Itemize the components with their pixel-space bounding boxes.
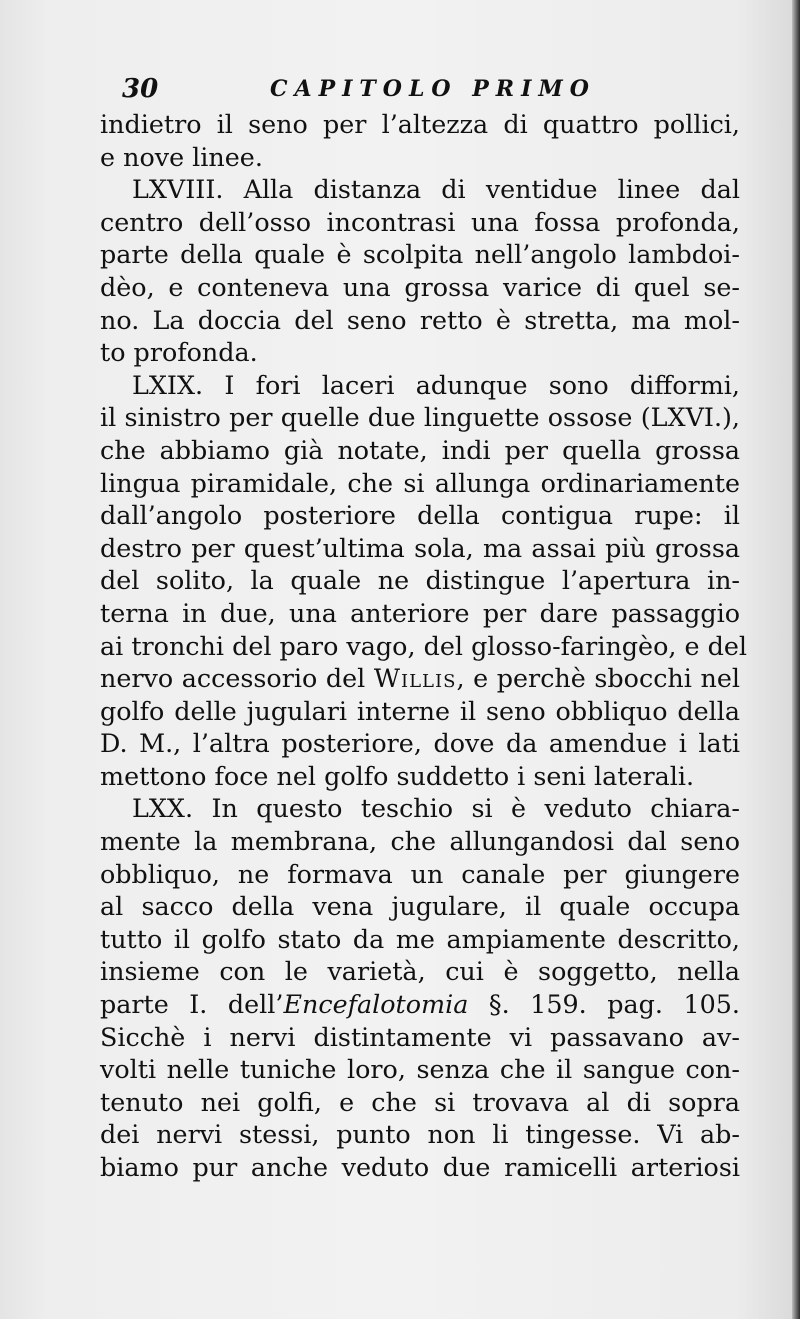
text-fragment: , e perchè sbocchi nel: [456, 663, 740, 694]
author-name-willis: Willis: [373, 663, 457, 694]
text-line: Sicchè i nervi distintamente vi passavano av-: [100, 1021, 740, 1052]
text-fragment: parte I. dell’: [100, 989, 284, 1020]
text-line: dèo, e conteneva una grossa varice di quel se-: [100, 271, 740, 302]
text-line: centro dell’osso incontrasi una fossa profonda,: [100, 206, 740, 237]
running-head: CAPITOLO PRIMO: [270, 76, 596, 102]
text-line: indietro il seno per l’altezza di quattro pollici,: [100, 109, 740, 139]
text-line: parte della quale è scolpita nell’angolo lambdoi-: [100, 239, 740, 270]
text-line: al sacco della vena jugulare, il quale occupa: [100, 891, 740, 922]
page-edge-shadow: [792, 0, 800, 1319]
text-line: biamo pur anche veduto due ramicelli arteriosi: [100, 1152, 740, 1182]
text-line: golfo delle jugulari interne il seno obbliquo della: [100, 695, 740, 726]
text-line: che abbiamo già notate, indi per quella grossa: [100, 434, 740, 465]
text-line: destro per quest’ultima sola, ma assai più grossa: [100, 532, 740, 563]
text-line: tutto il golfo stato da me ampiamente descritto,: [100, 923, 740, 954]
text-line: mettono foce nel golfo suddetto i seni laterali.: [100, 760, 695, 791]
text-line: ai tronchi del paro vago, del glosso-faringèo, e del: [100, 630, 748, 661]
text-line: dei nervi stessi, punto non li tingesse. Vi ab-: [100, 1119, 740, 1150]
text-line: no. La doccia del seno retto è stretta, ma mol-: [100, 304, 740, 335]
text-line: lingua piramidale, che si allunga ordinariamente: [100, 467, 740, 498]
paragraph-start-LXIX: LXIX. I fori laceri adunque sono difformi,: [132, 369, 740, 400]
page-number: 30: [122, 74, 159, 104]
text-line: il sinistro per quelle due linguette ossose (LXVI.),: [100, 402, 740, 433]
text-line: del solito, la quale ne distingue l’apertura in-: [100, 565, 740, 596]
text-line: [100, 988, 740, 1021]
paragraph-start-LXVIII: LXVIII. Alla distanza di ventidue linee dal: [132, 174, 740, 205]
text-line: to profonda.: [100, 337, 258, 368]
text-line: tenuto nei golfi, e che si trovava al di sopra: [100, 1086, 740, 1117]
text-line: terna in due, una anteriore per dare passaggio: [100, 597, 740, 628]
text-fragment: nervo accessorio del: [100, 663, 366, 694]
text-line: [100, 662, 740, 695]
work-title-encefalotomia: Encefalotomia: [283, 989, 469, 1020]
text-line: obbliquo, ne formava un canale per giungere: [100, 858, 740, 889]
text-fragment: §. 159. pag. 105.: [488, 989, 740, 1020]
text-line: dall’angolo posteriore della contigua rupe: il: [100, 500, 740, 531]
text-line: volti nelle tuniche loro, senza che il sangue con-: [100, 1054, 740, 1085]
paragraph-start-LXX: LXX. In questo teschio si è veduto chiara-: [132, 793, 740, 824]
body-text: [100, 108, 748, 1184]
text-line: D. M., l’altra posteriore, dove da amendue i lati: [100, 728, 740, 759]
text-line: e nove linee.: [100, 141, 263, 172]
text-line: insieme con le varietà, cui è soggetto, nella: [100, 956, 740, 987]
page-header: [122, 72, 622, 108]
text-line: mente la membrana, che allungandosi dal seno: [100, 826, 740, 857]
